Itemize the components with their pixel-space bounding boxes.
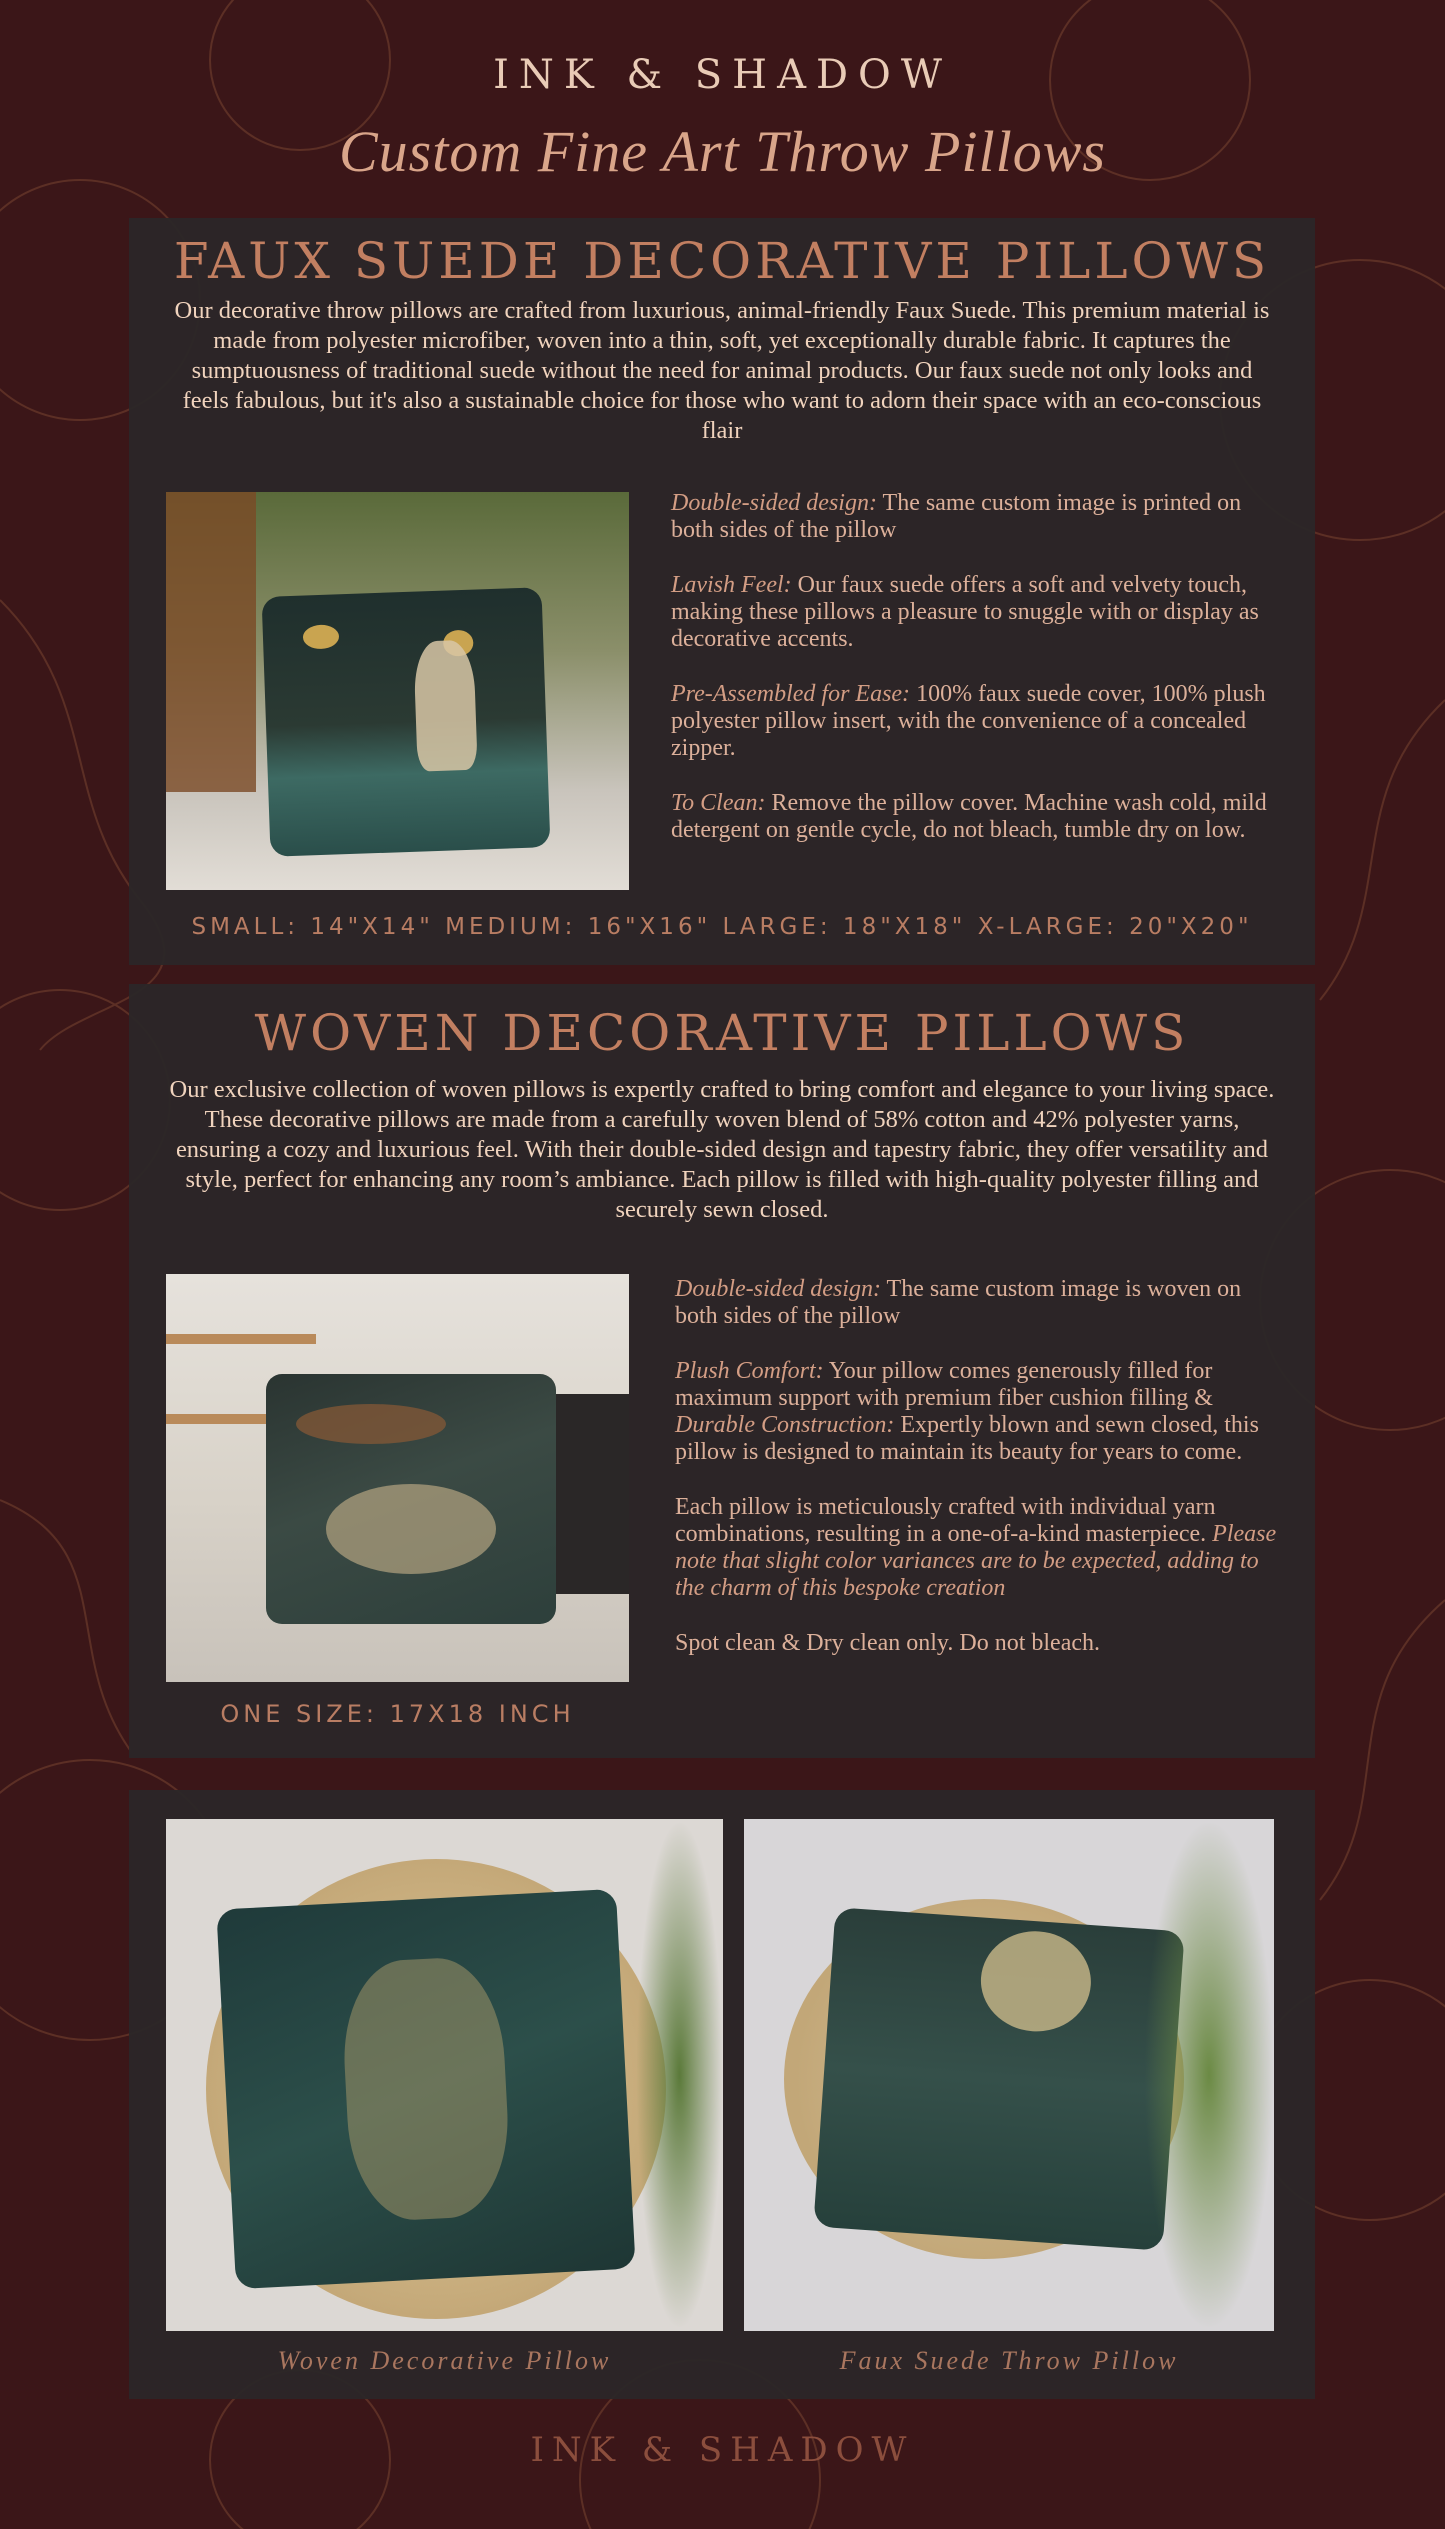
pillow-image bbox=[266, 1374, 556, 1624]
woven-pillow-gallery-photo bbox=[166, 1819, 723, 2331]
woven-panel bbox=[129, 984, 1315, 1758]
feature-item: Spot clean & Dry clean only. Do not bleach. bbox=[675, 1630, 1100, 1656]
footer-brand: INK & SHADOW bbox=[530, 2430, 915, 2470]
size-option: ONE SIZE: 17X18 INCH bbox=[220, 1700, 575, 1728]
faux-suede-panel bbox=[129, 218, 1315, 965]
feature-list bbox=[675, 1276, 1285, 1685]
section-description: Our exclusive collection of woven pillows is expertly crafted to bring comfort and elegance to your living space. These decorative pillows are made from a carefully woven blend of 58% cotton and 42% polyester yarns, ensuring a cozy and luxurious feel. With their double-sided design and tapestry fabric, they offer versatility and style, perfect for enhancing any room’s ambiance. Each pillow is filled with high-quality polyester filling and securely sewn closed. bbox=[169, 1076, 1275, 1223]
gallery-caption: Faux Suede Throw Pillow bbox=[839, 2346, 1179, 2375]
pillow-image bbox=[813, 1907, 1184, 2251]
section-title: WOVEN DECORATIVE PILLOWS bbox=[254, 1004, 1190, 1062]
pillow-image bbox=[262, 587, 551, 857]
section-title: FAUX SUEDE DECORATIVE PILLOWS bbox=[173, 232, 1271, 290]
subtitle: Custom Fine Art Throw Pillows bbox=[339, 119, 1106, 184]
brand-title: INK & SHADOW bbox=[493, 52, 952, 98]
feature-item: Pre-Assembled for Ease: 100% faux suede cover, 100% plush polyester pillow insert, with the convenience of a concealed zipper. bbox=[671, 681, 1266, 761]
section-description: Our decorative throw pillows are crafted from luxurious, animal-friendly Faux Suede. This premium material is made from polyester microfiber, woven into a thin, soft, yet exceptionally durable fabric. It captures the sumptuousness of traditional suede without the need for animal products. Our faux suede not only looks and feels fabulous, but it's also a sustainable choice for those who want to adorn their space with an eco-conscious flair bbox=[174, 297, 1270, 444]
feature-item: Each pillow is meticulously crafted with individual yarn combinations, resulting in a one-of-a-kind masterpiece. Please note that slight color variances are to be expected, adding to the charm of this bespoke creation bbox=[675, 1494, 1277, 1601]
feature-item: Plush Comfort: Your pillow comes generously filled for maximum support with premium fiber cushion filling & Durable Construction: Expertly blown and sewn closed, this pillow is designed to maintain its beauty for years to come. bbox=[675, 1358, 1259, 1465]
feature-item: Lavish Feel: Our faux suede offers a soft and velvety touch, making these pillows a pleasure to snuggle with or display as decorative accents. bbox=[671, 572, 1259, 652]
feature-item: To Clean: Remove the pillow cover. Machine wash cold, mild detergent on gentle cycle, do not bleach, tumble dry on low. bbox=[671, 790, 1267, 843]
feature-item: Double-sided design: The same custom image is woven on both sides of the pillow bbox=[675, 1276, 1242, 1329]
faux-suede-pillow-photo bbox=[166, 492, 629, 890]
feature-item: Double-sided design: The same custom image is printed on both sides of the pillow bbox=[671, 490, 1242, 543]
gallery-caption: Woven Decorative Pillow bbox=[277, 2346, 612, 2375]
gallery-panel bbox=[129, 1790, 1315, 2399]
pillow-image bbox=[216, 1889, 635, 2289]
size-options: SMALL: 14"X14" MEDIUM: 16"X16" LARGE: 18"X18" X-LARGE: 20"X20" bbox=[191, 914, 1253, 940]
feature-list bbox=[671, 490, 1271, 872]
faux-suede-pillow-gallery-photo bbox=[744, 1819, 1274, 2331]
woven-pillow-photo bbox=[166, 1274, 629, 1682]
